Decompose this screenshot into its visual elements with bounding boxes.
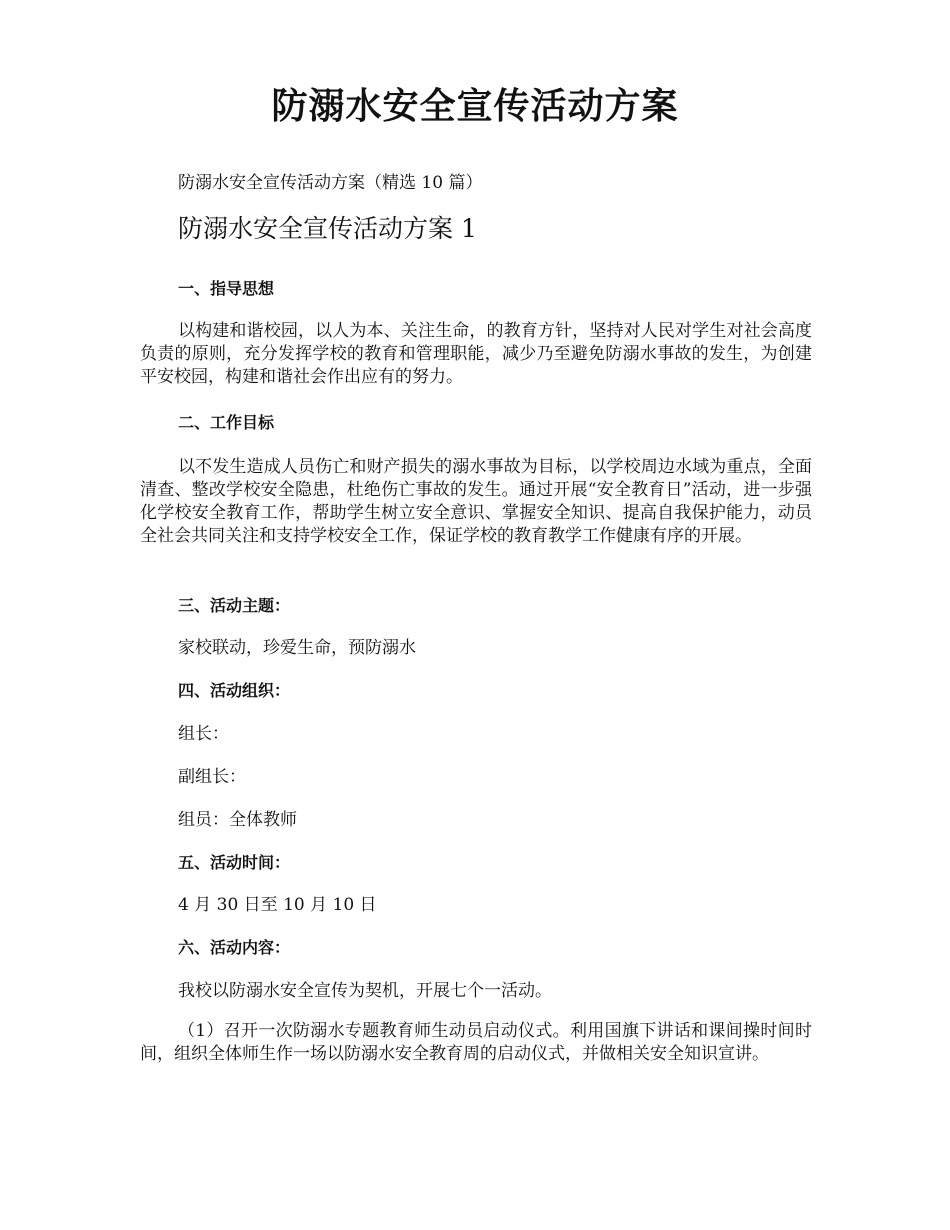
text-activity-time: 4 月 30 日至 10 月 10 日	[178, 895, 377, 915]
text-members: 组员：全体教师	[178, 810, 297, 830]
heading-work-goals: 二、工作目标	[178, 413, 275, 432]
section-heading: 防溺水安全宣传活动方案 1	[178, 214, 477, 243]
document-title: 防溺水安全宣传活动方案	[271, 85, 679, 127]
text-leader: 组长：	[178, 724, 229, 744]
text-deputy-leader: 副组长：	[178, 767, 246, 787]
text-activity-theme: 家校联动，珍爱生命，预防溺水	[178, 638, 416, 658]
paragraph-guiding-ideology: 以构建和谐校园，以人为本、关注生命，的教育方针，坚持对人民对学生对社会高度负责的原则，充分发挥学校的教育和管理职能，减少乃至避免防溺水事故的发生，为创建平安校园，构建和谐社会作出应有的努力。	[140, 321, 812, 387]
heading-guiding-ideology: 一、指导思想	[178, 279, 275, 298]
document-subtitle: 防溺水安全宣传活动方案（精选 10 篇）	[178, 173, 483, 193]
paragraph-activity-item-1: （1）召开一次防溺水专题教育师生动员启动仪式。利用国旗下讲话和课间操时间时间，组织全体师生作一场以防溺水安全教育周的启动仪式，并做相关安全知识宣讲。	[140, 1021, 812, 1064]
heading-activity-content: 六、活动内容：	[178, 938, 291, 957]
heading-activity-time: 五、活动时间：	[178, 853, 291, 872]
paragraph-work-goals: 以不发生造成人员伤亡和财产损失的溺水事故为目标，以学校周边水域为重点，全面清查、整改学校安全隐患，杜绝伤亡事故的发生。通过开展“安全教育日”活动，进一步强化学校安全教育工作，帮助学生树立安全意识、掌握安全知识、提高自我保护能力，动员全社会共同关注和支持学校安全工作，保证学校的教育教学工作健康有序的开展。	[140, 457, 812, 546]
heading-activity-organization: 四、活动组织：	[178, 681, 291, 700]
text-activity-intro: 我校以防溺水安全宣传为契机，开展七个一活动。	[178, 981, 552, 1001]
heading-activity-theme: 三、活动主题：	[178, 596, 291, 615]
